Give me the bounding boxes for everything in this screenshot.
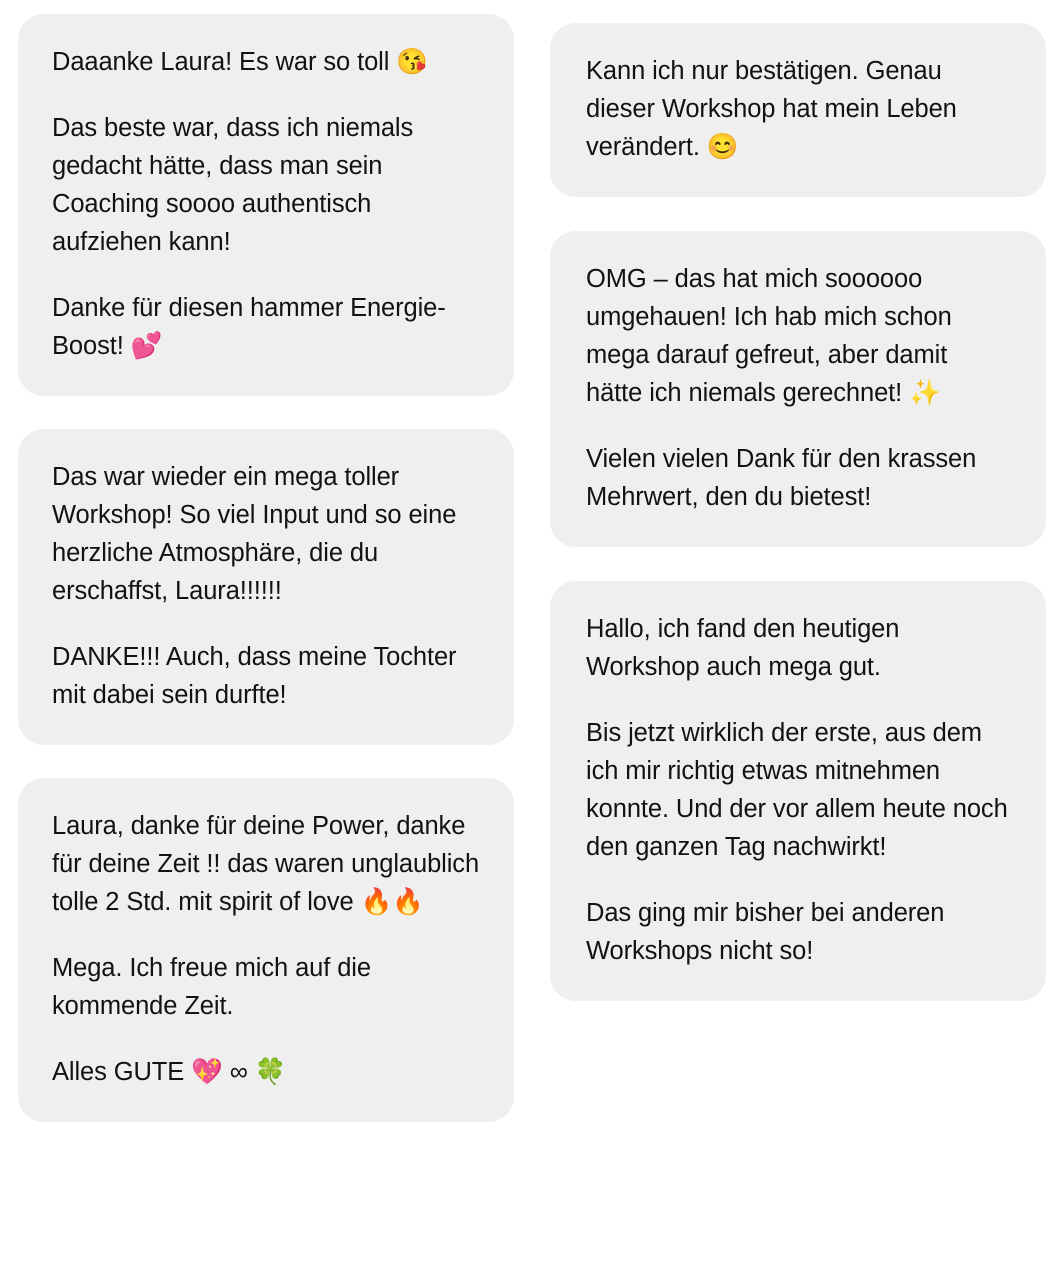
right-column xyxy=(550,23,1046,1001)
testimonial-paragraph: Das beste war, dass ich niemals gedacht hätte, dass man sein Coaching soooo authentisch aufziehen kann! xyxy=(52,113,414,256)
testimonial-card-6 xyxy=(550,581,1046,1001)
testimonial-paragraph: Vielen vielen Dank für den krassen Mehrwert, den du bietest! xyxy=(586,444,977,511)
testimonial-paragraph: Hallo, ich fand den heutigen Workshop auch mega gut. xyxy=(586,614,900,681)
testimonial-paragraph: Danke für diesen hammer Energie-Boost! 💕 xyxy=(52,293,446,360)
testimonial-paragraph: DANKE!!! Auch, dass meine Tochter mit dabei sein durfte! xyxy=(52,642,457,709)
left-column xyxy=(18,14,514,1122)
testimonial-card-5 xyxy=(550,231,1046,547)
testimonial-paragraph: OMG – das hat mich soooooo umgehauen! Ich hab mich schon mega darauf gefreut, aber damit hätte ich niemals gerechnet! ✨ xyxy=(586,264,952,407)
testimonial-paragraph: Laura, danke für deine Power, danke für deine Zeit !! das waren unglaublich tolle 2 Std. mit spirit of love 🔥🔥 xyxy=(52,811,480,916)
testimonial-card-3 xyxy=(18,778,514,1122)
testimonial-paragraph: Alles GUTE 💖 ∞ 🍀 xyxy=(52,1057,287,1086)
testimonial-paragraph: Bis jetzt wirklich der erste, aus dem ich mir richtig etwas mitnehmen konnte. Und der vor allem heute noch den ganzen Tag nachwirkt! xyxy=(586,718,1008,861)
testimonial-paragraph: Kann ich nur bestätigen. Genau dieser Workshop hat mein Leben verändert. 😊 xyxy=(586,57,957,161)
testimonial-card-1 xyxy=(18,14,514,396)
testimonial-paragraph: Das ging mir bisher bei anderen Workshops nicht so! xyxy=(586,898,945,965)
testimonial-paragraph: Mega. Ich freue mich auf die kommende Zeit. xyxy=(52,953,371,1020)
testimonial-card-4 xyxy=(550,23,1046,197)
testimonial-paragraph: Das war wieder ein mega toller Workshop! So viel Input und so eine herzliche Atmosphäre, die du erschaffst, Laura!!!!!! xyxy=(52,462,457,605)
testimonial-card-2 xyxy=(18,429,514,745)
testimonial-paragraph: Daaanke Laura! Es war so toll 😘 xyxy=(52,48,428,76)
